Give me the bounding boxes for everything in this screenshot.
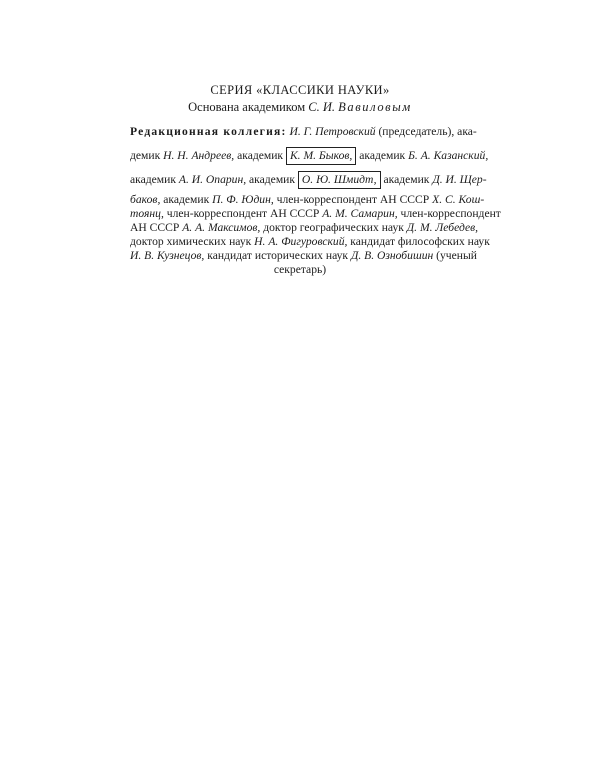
board-heading: Редакционная коллегия: bbox=[130, 125, 287, 138]
series-title-text: СЕРИЯ «КЛАССИКИ НАУКИ» bbox=[210, 83, 390, 97]
member-name: Х. С. Кош- bbox=[432, 193, 485, 206]
board-text: академик bbox=[234, 149, 286, 162]
series-title bbox=[0, 83, 600, 97]
board-text: демик bbox=[130, 149, 164, 162]
board-text: академик bbox=[380, 173, 433, 186]
member-name: И. В. Кузнецов, bbox=[130, 249, 205, 262]
founded-line bbox=[0, 100, 600, 114]
member-name: А. А. Максимов, bbox=[182, 221, 261, 234]
board-text: член-корреспондент АН СССР bbox=[163, 207, 323, 220]
member-name-boxed: О. Ю. Шмидт, bbox=[298, 171, 381, 189]
member-name: Н. А. Фигуровский, bbox=[254, 235, 348, 248]
board-text: академик bbox=[130, 173, 179, 186]
board-line bbox=[130, 125, 477, 139]
member-name: Д. В. Ознобишин bbox=[350, 249, 434, 262]
board-text: доктор химических наук bbox=[130, 235, 255, 248]
board-line bbox=[130, 207, 501, 221]
member-name: Б. А. Казанский, bbox=[408, 149, 489, 162]
founder-surname: Вавиловым bbox=[338, 100, 412, 114]
board-text: кандидат исторических наук bbox=[204, 249, 351, 262]
member-name: тоянц, bbox=[130, 207, 164, 220]
member-name: А. М. Самарин, bbox=[322, 207, 398, 220]
board-text: (ученый bbox=[433, 249, 477, 262]
board-line bbox=[130, 171, 487, 189]
board-line bbox=[130, 193, 485, 207]
board-line bbox=[130, 235, 490, 249]
board-text: академик bbox=[160, 193, 213, 206]
member-name: Н. Н. Андреев, bbox=[163, 149, 235, 162]
board-text: академик bbox=[246, 173, 298, 186]
member-name: баков, bbox=[130, 193, 161, 206]
board-text: член-корреспондент bbox=[397, 207, 501, 220]
founder-initials: С. И. bbox=[308, 100, 336, 114]
member-name-boxed: К. М. Быков, bbox=[286, 147, 356, 165]
board-line bbox=[130, 221, 479, 235]
member-name: Д. И. Щер- bbox=[432, 173, 487, 186]
board-text: академик bbox=[356, 149, 409, 162]
member-name: Д. М. Лебедев, bbox=[406, 221, 479, 234]
founded-prefix: Основана академиком bbox=[188, 100, 306, 114]
board-text: секретарь) bbox=[273, 263, 327, 276]
member-name: П. Ф. Юдин, bbox=[212, 193, 274, 206]
board-line bbox=[130, 263, 470, 277]
member-name: А. И. Опарин, bbox=[178, 173, 247, 186]
board-text: доктор географических наук bbox=[260, 221, 407, 234]
board-text: член-корреспондент АН СССР bbox=[273, 193, 433, 206]
board-text: АН СССР bbox=[130, 221, 183, 234]
member-name: И. Г. Петровский bbox=[289, 125, 376, 138]
board-text: кандидат философских наук bbox=[347, 235, 490, 248]
board-line bbox=[130, 147, 489, 165]
board-text: (председатель), ака- bbox=[375, 125, 477, 138]
board-line bbox=[130, 249, 477, 263]
